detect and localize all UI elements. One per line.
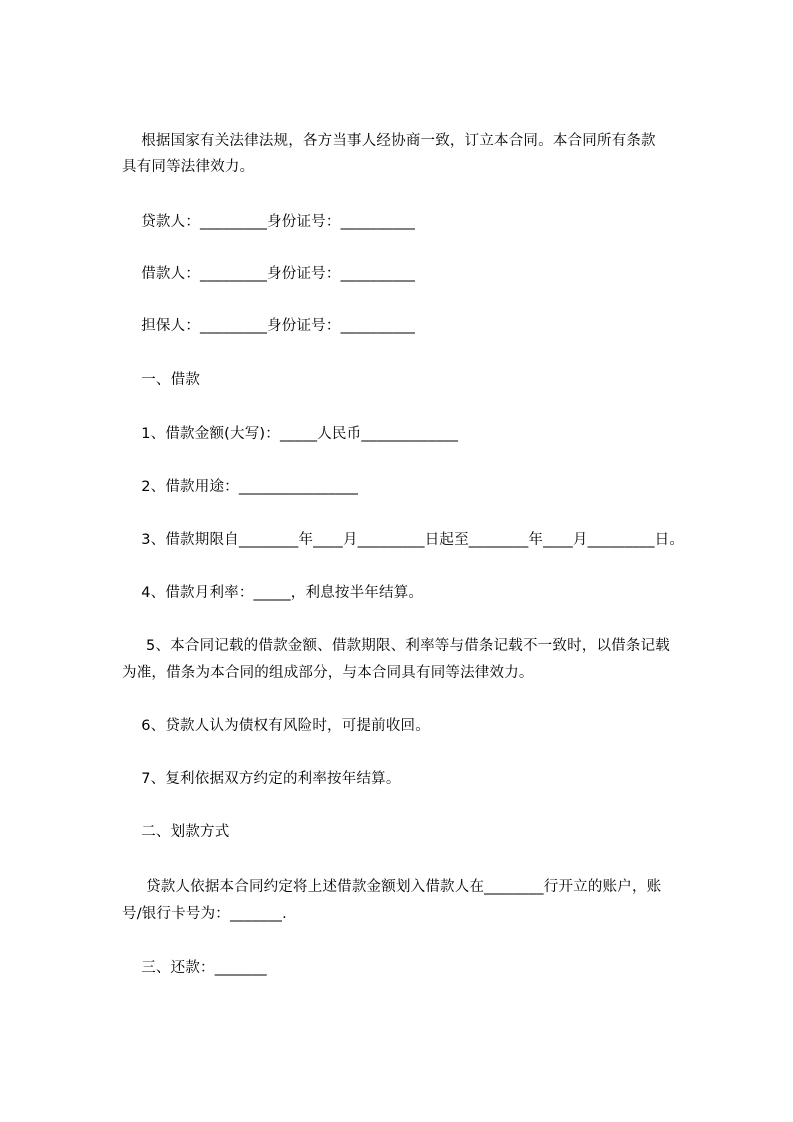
clause-loan-purpose: 2、借款用途：________________ bbox=[122, 479, 359, 495]
clause-monthly-rate: 4、借款月利率：_____，利息按半年结算。 bbox=[122, 585, 424, 601]
section-heading-transfer: 二、划款方式 bbox=[122, 824, 230, 840]
section-heading-repayment: 三、还款：_______ bbox=[122, 960, 267, 976]
clause-iou-precedence-line-1: 5、本合同记载的借款金额、借款期限、利率等与借条记载不一致时，以借条记载 bbox=[122, 638, 670, 654]
clause-early-recovery: 6、贷款人认为债权有风险时，可提前收回。 bbox=[122, 718, 430, 734]
intro-paragraph-line-1: 根据国家有关法律法规，各方当事人经协商一致，订立本合同。本合同所有条款 bbox=[122, 133, 656, 149]
transfer-clause-line-2: 号/银行卡号为：_______. bbox=[122, 906, 287, 922]
clause-iou-precedence-line-2: 为准，借条为本合同的组成部分，与本合同具有同等法律效力。 bbox=[122, 665, 534, 681]
clause-compound-interest: 7、复利依据双方约定的利率按年结算。 bbox=[122, 771, 401, 787]
guarantor-line: 担保人：_________身份证号：__________ bbox=[122, 318, 416, 334]
intro-paragraph-line-2: 具有同等法律效力。 bbox=[122, 159, 255, 175]
lender-line: 贷款人：_________身份证号：__________ bbox=[122, 214, 416, 230]
section-heading-loan: 一、借款 bbox=[122, 372, 201, 388]
borrower-line: 借款人：_________身份证号：__________ bbox=[122, 266, 416, 282]
transfer-clause-line-1: 贷款人依据本合同约定将上述借款金额划入借款人在________行开立的账户，账 bbox=[122, 879, 662, 895]
clause-loan-amount: 1、借款金额(大写)：_____人民币_____________ bbox=[122, 426, 459, 442]
clause-loan-term: 3、借款期限自________年____月_________日起至________年____月_________日。 bbox=[122, 532, 685, 548]
